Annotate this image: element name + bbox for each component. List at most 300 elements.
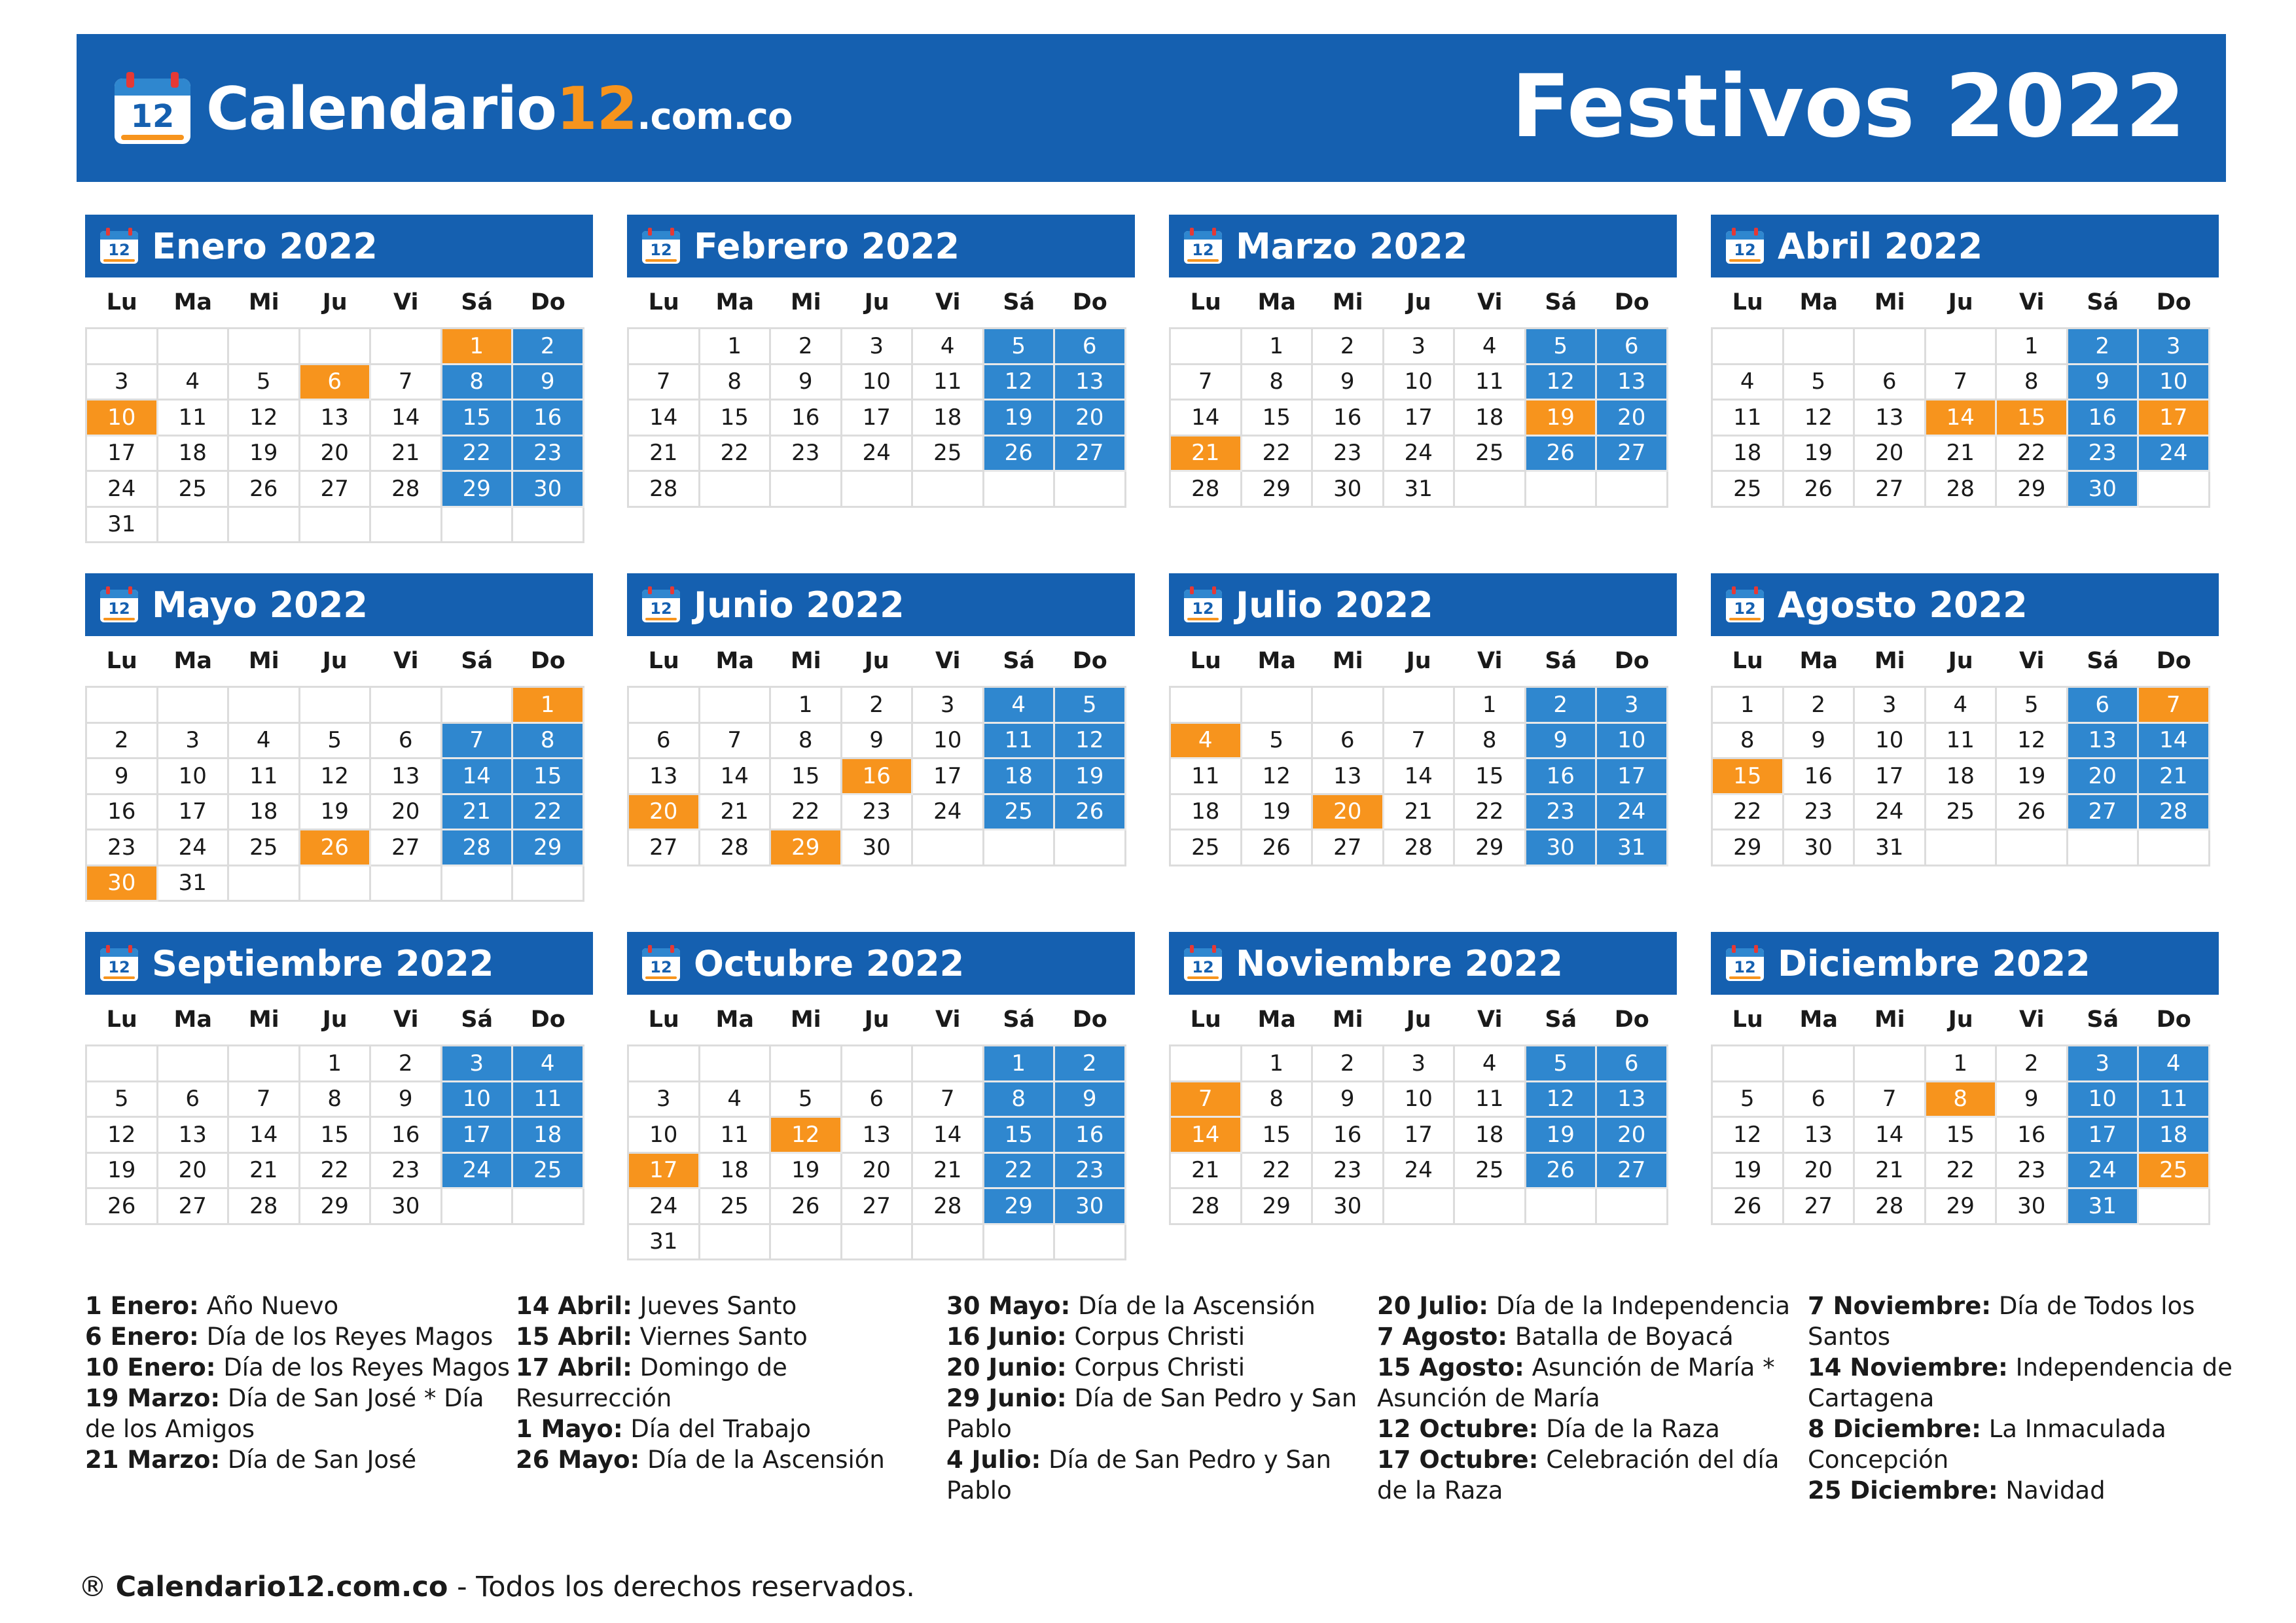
brand-main: Calendario: [206, 74, 556, 143]
holiday-date: 30 Mayo:: [946, 1292, 1071, 1320]
day-cell: 25: [700, 1189, 772, 1225]
day-cell: 18: [229, 795, 300, 831]
day-cell: 28: [1855, 1189, 1926, 1225]
empty-day-cell: [1526, 1189, 1598, 1225]
weekday-label: Do: [1072, 289, 1107, 315]
day-cell: 22: [700, 437, 772, 473]
weekday-label: Ma: [1257, 648, 1296, 674]
day-cell: 6: [1855, 365, 1926, 401]
day-cell: 8: [771, 724, 842, 760]
month-title: Mayo 2022: [152, 584, 368, 626]
day-cell: 25: [1926, 795, 1998, 831]
day-cell: 10: [842, 365, 914, 401]
day-cell: 21: [913, 1154, 984, 1190]
holiday-entry: [516, 1291, 945, 1321]
day-grid: [627, 1044, 1126, 1260]
weekend-day-cell: 4: [513, 1046, 584, 1082]
day-cell: 22: [1242, 437, 1314, 473]
weekday-label: Ju: [1406, 648, 1431, 674]
empty-day-cell: [2068, 830, 2140, 866]
weekend-day-cell: 18: [2139, 1118, 2210, 1154]
weekend-day-cell: 22: [513, 795, 584, 831]
weekend-day-cell: 24: [2139, 437, 2210, 473]
empty-day-cell: [1926, 830, 1998, 866]
day-cell: 15: [700, 401, 772, 437]
weekday-label: Mi: [248, 648, 279, 674]
empty-day-cell: [442, 508, 514, 544]
day-cell: 7: [629, 365, 700, 401]
day-cell: 6: [842, 1082, 914, 1118]
empty-day-cell: [913, 1046, 984, 1082]
empty-day-cell: [371, 688, 442, 724]
svg-text:12: 12: [108, 599, 130, 618]
weekend-day-cell: 13: [1597, 365, 1668, 401]
month-calendar: [627, 932, 1135, 1260]
day-cell: 1: [1926, 1046, 1998, 1082]
day-cell: 26: [87, 1189, 158, 1225]
weekday-label: Do: [1614, 1007, 1649, 1033]
weekday-label: Lu: [106, 648, 137, 674]
empty-day-cell: [300, 329, 372, 365]
day-cell: 18: [913, 401, 984, 437]
brand-name: [206, 75, 792, 143]
day-cell: 11: [700, 1118, 772, 1154]
day-cell: 11: [229, 759, 300, 795]
weekday-label: Lu: [648, 648, 679, 674]
holiday-entry: [946, 1352, 1376, 1383]
holiday-day-cell: 6: [300, 365, 372, 401]
weekday-header: [1169, 277, 1677, 327]
holiday-column: [1377, 1291, 1806, 1506]
holiday-date: 1 Enero:: [85, 1292, 199, 1320]
month-title: Junio 2022: [694, 584, 905, 626]
holiday-entry: [1377, 1352, 1806, 1414]
weekend-day-cell: 2: [1055, 1046, 1126, 1082]
empty-day-cell: [2139, 1189, 2210, 1225]
holiday-name: Día de la Ascensión: [647, 1446, 885, 1474]
day-cell: 27: [371, 830, 442, 866]
weekday-label: Lu: [106, 1007, 137, 1033]
day-cell: 19: [1713, 1154, 1784, 1190]
holiday-entry: [1808, 1352, 2237, 1414]
holiday-name: Viernes Santo: [639, 1323, 808, 1351]
brand-domain: .com.co: [637, 95, 793, 138]
svg-text:12: 12: [108, 958, 130, 976]
weekend-day-cell: 26: [1526, 437, 1598, 473]
day-cell: 2: [1997, 1046, 2068, 1082]
weekend-day-cell: 23: [513, 437, 584, 473]
holiday-entry: [85, 1444, 514, 1475]
weekday-label: Do: [2156, 648, 2191, 674]
weekend-day-cell: 5: [1526, 329, 1598, 365]
weekend-day-cell: 16: [1055, 1118, 1126, 1154]
weekday-label: Do: [1072, 1007, 1107, 1033]
month-title: Octubre 2022: [694, 942, 965, 984]
weekend-day-cell: 10: [1597, 724, 1668, 760]
holiday-day-cell: 1: [513, 688, 584, 724]
day-cell: 28: [1384, 830, 1456, 866]
holiday-name: Día de San Pedro y San Pablo: [946, 1446, 1331, 1505]
empty-day-cell: [371, 329, 442, 365]
holiday-day-cell: 20: [629, 795, 700, 831]
empty-day-cell: [842, 1225, 914, 1261]
holiday-date: 16 Junio:: [946, 1323, 1067, 1351]
weekend-day-cell: 15: [513, 759, 584, 795]
holiday-date: 4 Julio:: [946, 1446, 1041, 1474]
day-cell: 14: [1171, 401, 1242, 437]
holiday-day-cell: 1: [442, 329, 514, 365]
weekend-day-cell: 27: [1597, 437, 1668, 473]
weekend-day-cell: 10: [2068, 1082, 2140, 1118]
footer-rights: - Todos los derechos reservados.: [457, 1571, 915, 1603]
weekend-day-cell: 9: [1526, 724, 1598, 760]
svg-text:12: 12: [1192, 241, 1214, 259]
weekday-label: Lu: [1732, 648, 1763, 674]
weekend-day-cell: 30: [2068, 472, 2140, 508]
day-cell: 18: [1455, 401, 1526, 437]
svg-text:12: 12: [1192, 958, 1214, 976]
empty-day-cell: [1055, 472, 1126, 508]
empty-day-cell: [371, 508, 442, 544]
day-cell: 22: [1242, 1154, 1314, 1190]
weekend-day-cell: 4: [2139, 1046, 2210, 1082]
day-cell: 9: [1313, 365, 1384, 401]
holiday-day-cell: 8: [1926, 1082, 1998, 1118]
day-cell: 16: [1313, 1118, 1384, 1154]
day-cell: 10: [1384, 1082, 1456, 1118]
day-cell: 11: [1455, 365, 1526, 401]
weekend-day-cell: 29: [442, 472, 514, 508]
holiday-day-cell: 25: [2139, 1154, 2210, 1190]
weekday-label: Vi: [2019, 1007, 2045, 1033]
day-cell: 15: [1242, 1118, 1314, 1154]
holiday-date: 26 Mayo:: [516, 1446, 640, 1474]
empty-day-cell: [1171, 688, 1242, 724]
day-cell: 8: [1997, 365, 2068, 401]
day-cell: 25: [158, 472, 230, 508]
day-cell: 6: [1784, 1082, 1856, 1118]
day-cell: 15: [1455, 759, 1526, 795]
calendar-icon: [641, 228, 681, 264]
day-cell: 5: [229, 365, 300, 401]
day-cell: 22: [1455, 795, 1526, 831]
weekend-day-cell: 21: [442, 795, 514, 831]
empty-day-cell: [87, 329, 158, 365]
day-cell: 12: [1242, 759, 1314, 795]
weekday-label: Mi: [790, 289, 821, 315]
holiday-name: La Inmaculada Concepción: [1808, 1415, 2166, 1474]
day-cell: 17: [1855, 759, 1926, 795]
brand-number: 12: [556, 74, 637, 143]
holiday-date: 7 Agosto:: [1377, 1323, 1508, 1351]
holiday-entry: [85, 1383, 514, 1444]
day-cell: 31: [1855, 830, 1926, 866]
day-cell: 7: [371, 365, 442, 401]
day-cell: 28: [371, 472, 442, 508]
weekend-day-cell: 6: [1597, 329, 1668, 365]
weekday-label: Sá: [1545, 1007, 1577, 1033]
weekend-day-cell: 23: [1526, 795, 1598, 831]
svg-text:12: 12: [1734, 241, 1756, 259]
day-cell: 16: [771, 401, 842, 437]
weekday-label: Mi: [790, 1007, 821, 1033]
calendar-icon: [99, 945, 139, 982]
day-cell: 7: [1926, 365, 1998, 401]
day-cell: 2: [87, 724, 158, 760]
day-grid: [1169, 1044, 1668, 1225]
empty-day-cell: [700, 472, 772, 508]
weekday-header: [1711, 277, 2219, 327]
day-cell: 13: [158, 1118, 230, 1154]
weekend-day-cell: 13: [1597, 1082, 1668, 1118]
weekday-header: [85, 636, 593, 686]
day-cell: 18: [1455, 1118, 1526, 1154]
day-cell: 8: [700, 365, 772, 401]
day-cell: 6: [371, 724, 442, 760]
day-cell: 23: [1313, 1154, 1384, 1190]
day-cell: 20: [1784, 1154, 1856, 1190]
day-cell: 27: [1313, 830, 1384, 866]
month-title: Julio 2022: [1236, 584, 1433, 626]
empty-day-cell: [629, 688, 700, 724]
day-cell: 11: [1455, 1082, 1526, 1118]
day-cell: 8: [1713, 724, 1784, 760]
weekday-label: Ju: [1406, 289, 1431, 315]
day-cell: 9: [87, 759, 158, 795]
day-cell: 30: [1313, 472, 1384, 508]
day-cell: 9: [1997, 1082, 2068, 1118]
empty-day-cell: [229, 688, 300, 724]
day-cell: 2: [371, 1046, 442, 1082]
day-cell: 18: [158, 437, 230, 473]
holiday-entry: [516, 1414, 945, 1444]
holiday-name: Año Nuevo: [206, 1292, 339, 1320]
day-cell: 20: [158, 1154, 230, 1190]
weekday-header: [627, 277, 1135, 327]
day-cell: 11: [1171, 759, 1242, 795]
day-cell: 22: [771, 795, 842, 831]
day-cell: 13: [1855, 401, 1926, 437]
day-cell: 26: [229, 472, 300, 508]
day-cell: 16: [87, 795, 158, 831]
holiday-entry: [946, 1444, 1376, 1506]
day-cell: 7: [1855, 1082, 1926, 1118]
weekend-day-cell: 31: [2068, 1189, 2140, 1225]
day-cell: 16: [1997, 1118, 2068, 1154]
weekday-label: Lu: [1732, 1007, 1763, 1033]
holiday-day-cell: 7: [2139, 688, 2210, 724]
holiday-date: 19 Marzo:: [85, 1384, 221, 1412]
day-cell: 14: [371, 401, 442, 437]
month-title: Septiembre 2022: [152, 942, 494, 984]
weekend-day-cell: 16: [1526, 759, 1598, 795]
weekend-day-cell: 17: [442, 1118, 514, 1154]
day-cell: 17: [87, 437, 158, 473]
day-cell: 12: [300, 759, 372, 795]
day-cell: 6: [629, 724, 700, 760]
weekday-label: Ju: [1948, 648, 1973, 674]
weekday-label: Vi: [935, 289, 961, 315]
day-cell: 12: [1713, 1118, 1784, 1154]
day-cell: 19: [1997, 759, 2068, 795]
day-cell: 23: [1997, 1154, 2068, 1190]
month-header: [1169, 573, 1677, 636]
empty-day-cell: [371, 866, 442, 902]
weekend-day-cell: 30: [1055, 1189, 1126, 1225]
weekend-day-cell: 13: [1055, 365, 1126, 401]
weekend-day-cell: 18: [513, 1118, 584, 1154]
weekend-day-cell: 18: [984, 759, 1056, 795]
footer-site[interactable]: Calendario12.com.co: [115, 1571, 448, 1603]
empty-day-cell: [1384, 1189, 1456, 1225]
day-cell: 3: [629, 1082, 700, 1118]
weekend-day-cell: 20: [1597, 1118, 1668, 1154]
empty-day-cell: [513, 508, 584, 544]
day-cell: 18: [700, 1154, 772, 1190]
day-cell: 21: [629, 437, 700, 473]
weekday-label: Ju: [322, 1007, 348, 1033]
weekend-day-cell: 2: [2068, 329, 2140, 365]
day-cell: 20: [842, 1154, 914, 1190]
holiday-name: Día de los Reyes Magos: [223, 1353, 510, 1382]
day-cell: 7: [700, 724, 772, 760]
holiday-name: Corpus Christi: [1074, 1353, 1245, 1382]
day-cell: 22: [300, 1154, 372, 1190]
month-header: [627, 932, 1135, 995]
weekend-day-cell: 23: [1055, 1154, 1126, 1190]
day-cell: 30: [371, 1189, 442, 1225]
holiday-column: [1808, 1291, 2237, 1506]
weekend-day-cell: 3: [1597, 688, 1668, 724]
month-title: Febrero 2022: [694, 225, 960, 267]
empty-day-cell: [300, 688, 372, 724]
holiday-entry: [1808, 1475, 2237, 1506]
weekend-day-cell: 12: [1526, 1082, 1598, 1118]
day-cell: 16: [1784, 759, 1856, 795]
weekend-day-cell: 22: [442, 437, 514, 473]
page-header: [77, 34, 2226, 182]
weekday-label: Lu: [1732, 289, 1763, 315]
day-cell: 27: [1855, 472, 1926, 508]
day-cell: 1: [771, 688, 842, 724]
day-cell: 5: [300, 724, 372, 760]
holiday-date: 17 Octubre:: [1377, 1446, 1539, 1474]
day-cell: 23: [771, 437, 842, 473]
day-cell: 13: [842, 1118, 914, 1154]
day-cell: 23: [371, 1154, 442, 1190]
empty-day-cell: [1384, 688, 1456, 724]
empty-day-cell: [1597, 1189, 1668, 1225]
day-cell: 22: [1713, 795, 1784, 831]
empty-day-cell: [984, 1225, 1056, 1261]
day-cell: 17: [913, 759, 984, 795]
empty-day-cell: [87, 688, 158, 724]
holiday-column: [946, 1291, 1376, 1506]
empty-day-cell: [700, 1046, 772, 1082]
holiday-date: 8 Diciembre:: [1808, 1415, 1981, 1443]
day-cell: 4: [1713, 365, 1784, 401]
day-cell: 13: [300, 401, 372, 437]
holiday-day-cell: 17: [2139, 401, 2210, 437]
day-cell: 14: [700, 759, 772, 795]
weekend-day-cell: 4: [984, 688, 1056, 724]
month-header: [85, 573, 593, 636]
weekend-day-cell: 22: [984, 1154, 1056, 1190]
day-cell: 26: [771, 1189, 842, 1225]
day-cell: 19: [300, 795, 372, 831]
weekday-label: Sá: [1003, 289, 1035, 315]
holiday-day-cell: 12: [771, 1118, 842, 1154]
day-cell: 31: [87, 508, 158, 544]
empty-day-cell: [2139, 830, 2210, 866]
weekend-day-cell: 6: [1597, 1046, 1668, 1082]
weekday-header: [627, 636, 1135, 686]
day-cell: 25: [1713, 472, 1784, 508]
month-header: [1711, 215, 2219, 277]
weekend-day-cell: 31: [1597, 830, 1668, 866]
month-calendar: [1169, 573, 1677, 866]
day-cell: 5: [1784, 365, 1856, 401]
day-cell: 7: [1384, 724, 1456, 760]
day-cell: 10: [1384, 365, 1456, 401]
weekday-label: Sá: [1003, 648, 1035, 674]
day-cell: 15: [771, 759, 842, 795]
day-cell: 28: [229, 1189, 300, 1225]
calendar-icon: [1725, 945, 1765, 982]
weekday-label: Ju: [864, 1007, 889, 1033]
month-header: [1169, 932, 1677, 995]
holiday-day-cell: 4: [1171, 724, 1242, 760]
holiday-name: Asunción de María * Asunción de María: [1377, 1353, 1775, 1412]
holiday-name: Día de San José * Día de los Amigos: [85, 1384, 484, 1443]
brand-logo[interactable]: [113, 69, 792, 148]
holiday-entry: [516, 1444, 945, 1475]
weekend-day-cell: 5: [984, 329, 1056, 365]
day-cell: 2: [1313, 329, 1384, 365]
weekday-label: Ju: [322, 289, 348, 315]
day-cell: 3: [1855, 688, 1926, 724]
day-cell: 31: [629, 1225, 700, 1261]
day-cell: 24: [1384, 437, 1456, 473]
holiday-date: 21 Marzo:: [85, 1446, 221, 1474]
weekday-label: Ju: [1948, 289, 1973, 315]
empty-day-cell: [1597, 472, 1668, 508]
weekend-day-cell: 27: [1597, 1154, 1668, 1190]
weekday-label: Do: [1614, 289, 1649, 315]
month-title: Enero 2022: [152, 225, 378, 267]
weekend-day-cell: 30: [1526, 830, 1598, 866]
empty-day-cell: [700, 1225, 772, 1261]
day-cell: 4: [1455, 1046, 1526, 1082]
month-title: Diciembre 2022: [1778, 942, 2090, 984]
month-title: Abril 2022: [1778, 225, 1983, 267]
weekend-day-cell: 25: [984, 795, 1056, 831]
holiday-name: Celebración del día de la Raza: [1377, 1446, 1780, 1505]
day-cell: 4: [913, 329, 984, 365]
weekday-label: Sá: [1545, 648, 1577, 674]
weekday-label: Vi: [1477, 289, 1503, 315]
day-cell: 9: [842, 724, 914, 760]
holiday-day-cell: 29: [771, 830, 842, 866]
holiday-date: 1 Mayo:: [516, 1415, 623, 1443]
holiday-name: Día de la Raza: [1546, 1415, 1720, 1443]
day-cell: 30: [1784, 830, 1856, 866]
footer: [79, 1571, 915, 1603]
weekend-day-cell: 6: [1055, 329, 1126, 365]
weekend-day-cell: 12: [1526, 365, 1598, 401]
holiday-name: Día de la Ascensión: [1078, 1292, 1316, 1320]
day-cell: 5: [87, 1082, 158, 1118]
